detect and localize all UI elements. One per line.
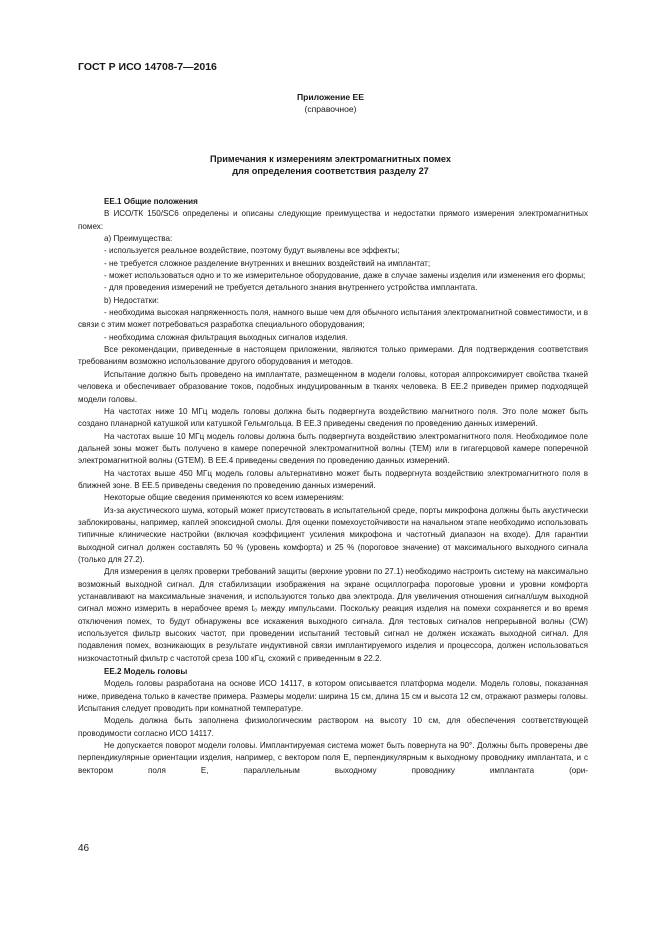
section-title-line: Примечания к измерениям электромагнитных помех [210,154,451,164]
list-item: - необходима сложная фильтрация выходных сигналов изделия. [104,332,348,342]
paragraph: Модель должна быть заполнена физиологическим раствором на высоту 10 см, для обеспечения соответствующей проводимости согласно ИСО 14117. [78,716,588,738]
list-item: - может использоваться одно и то же измерительное оборудование, даже в случае замены изделия или изменения его формы; [104,271,586,281]
paragraph: Модель головы разработана на основе ИСО 14117, в котором описывается платформа модели. Модель головы, показанная ниже, приведена только в качестве примера. Размеры модели: ширина 15 см, длина 15 см и высота 12 см, отражают размеры головы. Испытания следует проводить при комнатной температуре. [78,679,588,714]
appendix-subtitle: (справочное) [304,103,357,114]
section-title-line: для определения соответствия разделу 27 [232,166,429,177]
paragraph: Некоторые общие сведения применяются ко всем измерениям: [104,493,344,503]
paragraph: Все рекомендации, приведенные в настоящем приложении, являются только примерами. Для подтверждения соответствия требованиям возможно использование другого оборудования и методов. [78,345,588,367]
paragraph: Не допускается поворот модели головы. Имплантируемая система может быть повернута на 90°. Должны быть проверены две перпендикулярные ориентации изделия, например, с вектором поля E, перпендикулярным к выходному проводнику имплантата, и с вектором поля E, параллельным выходному проводнику имплантата (ори- [78,741,588,775]
list-item: - необходима высокая напряженность поля, намного выше чем для обычного испытания электромагнитной совместимости, и в связи с этим может потребоваться разработка специального оборудования; [78,308,588,330]
document-header: ГОСТ Р ИСО 14708-7—2016 [78,61,217,73]
appendix-heading [0,92,661,115]
list-item: - не требуется сложное разделение внутренних и внешних воздействий на имплантат; [104,258,431,268]
paragraph: На частотах выше 10 МГц модель головы должна быть подвергнута воздействию электромагнитного поля. Необходимое поле дальней зоны может быть получено в камере поперечной электромагнитной волны (ТЕМ) или в гигагерцовой камере поперечной электромагнитной волны (GTEM). В ЕЕ.4 приведены сведения по проведению данных измерений. [78,431,588,466]
paragraph: В ИСО/ТК 150/SC6 определены и описаны следующие преимущества и недостатки прямого измерения электромагнитных помех: [78,209,588,231]
subsection-heading: ЕЕ.1 Общие положения [104,197,198,206]
body-text [78,196,588,777]
list-heading: b) Недостатки: [104,295,159,305]
paragraph: На частотах выше 450 МГц модель головы альтернативно может быть подвергнута воздействию электромагнитного поля в ближней зоне. В ЕЕ.5 приведены сведения по проведению данных измерений. [78,468,588,490]
paragraph: На частотах ниже 10 МГц модель головы должна быть подвергнута воздействию магнитного поля. Это поле может быть создано планарной катушкой или катушкой Гельмгольца. В ЕЕ.3 приведены сведения по проведению данных измерений. [78,406,588,429]
paragraph: Для измерения в целях проверки требований защиты (верхние уровни по 27.1) необходимо настроить систему на максимально возможный выходной сигнал. Для стабилизации изображения на экране осциллографа пороговые уровни и уровни комфорта устанавливают на максимальные значения, и используются только два электрода. Для увеличения отношения сигнал/шум выходной сигнал можно измерить в нерабочее время t₀ между импульсами. Поскольку реакция изделия на помехи сохраняется и во время отключения помех, то будут обнаружены все искажения выходного сигнала. Для тестовых сигналов непрерывной волны (CW) используется фильтр высоких частот, при проведении испытаний тестовый сигнал не должен искажать выходной сигнал. Для подавления помех, возникающих в результате индуктивной связи имплантируемого изделия и процессора, должен использоваться низкочастотный фильтр с частотой среза 100 кГц, схожий с приведенным в 22.2. [78,567,588,663]
paragraph: Из-за акустического шума, который может присутствовать в испытательной среде, порты микрофона должны быть акустически заблокированы, например, каплей эпоксидной смолы. Для оценки помехоустойчивости на начальном этапе необходимо использовать типичные клинические настройки (включая коэффициент усиления микрофона и частотный диапазон на входе). Для гарантии выходной сигнал должен составлять 50 % (уровень комфорта) и 25 % (пороговое значение) от максимального выходного сигнала (только для 27.2). [78,505,588,564]
list-heading: а) Преимущества: [104,234,173,244]
page-number: 46 [78,843,90,854]
subsection-heading: ЕЕ.2 Модель головы [104,667,188,677]
appendix-title: Приложение ЕЕ [296,92,365,102]
section-title [0,153,661,178]
list-item: - для проведения измерений не требуется детального знания внутреннего устройства имплантата. [104,283,478,293]
list-item: - используется реальное воздействие, поэтому будут выявлены все эффекты; [104,246,400,256]
paragraph: Испытание должно быть проведено на имплантате, размещенном в модели головы, которая аппроксимирует свойства тканей человека и обеспечивает образование токов, подобных индуцированным в тканях человека. В ЕЕ.2 приведен пример подходящей модели головы. [78,369,588,404]
